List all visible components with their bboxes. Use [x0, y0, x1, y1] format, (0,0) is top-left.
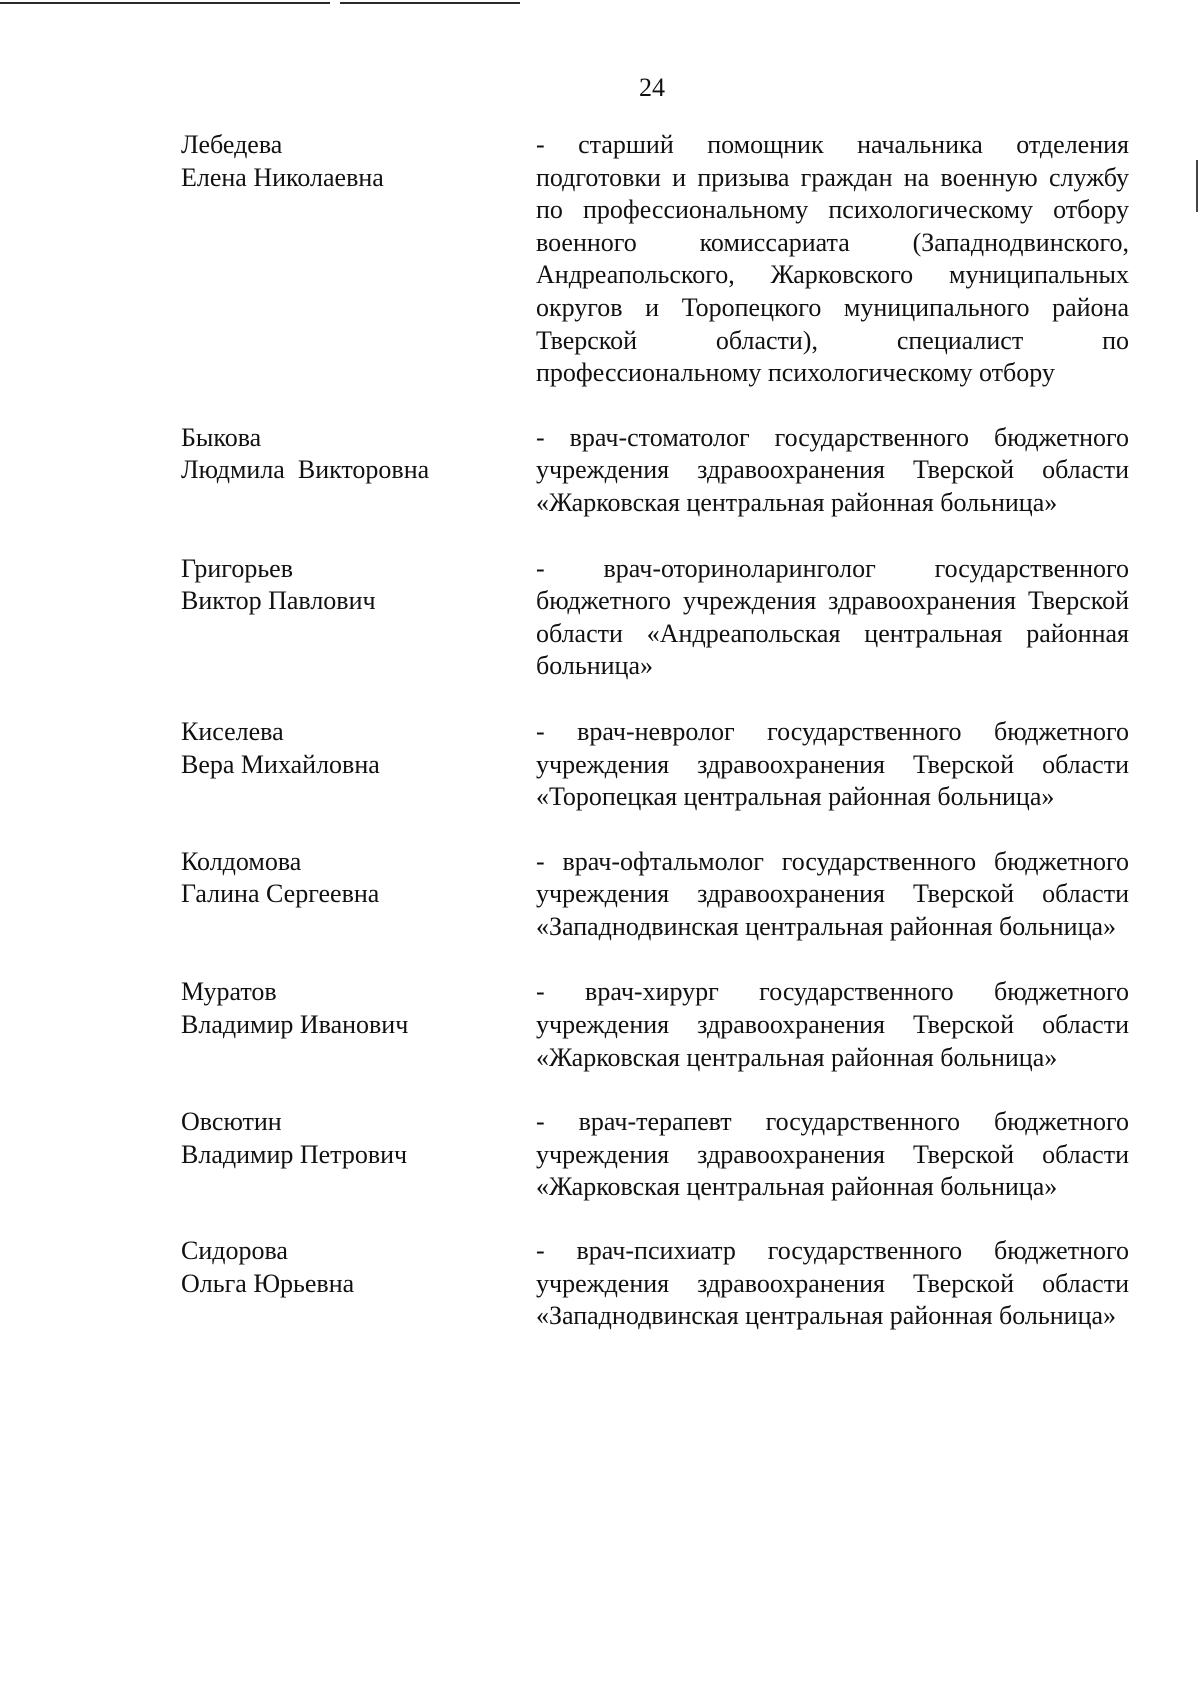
member-surname: Быкова — [181, 422, 262, 452]
member-entry — [181, 846, 1129, 944]
member-given-names: Ольга Юрьевна — [181, 1268, 355, 1298]
member-name — [181, 976, 536, 1041]
member-surname: Лебедева — [181, 130, 283, 159]
member-given-names: Виктор Павлович — [181, 586, 376, 616]
right-edge-scan-mark — [1196, 160, 1198, 212]
member-position: - врач-невролог государственного бюджетного учреждения здравоохранения Тверской области «Торопецкая центральная районная больница» — [536, 716, 1129, 812]
member-entry — [181, 976, 1129, 1074]
member-entry — [181, 1235, 1129, 1333]
member-entry — [181, 1106, 1129, 1204]
member-surname: Киселева — [181, 716, 284, 746]
member-surname: Григорьев — [181, 553, 293, 583]
member-position: - врач-стоматолог государственного бюджетного учреждения здравоохранения Тверской области «Жарковская центральная районная больница» — [536, 422, 1129, 517]
top-scan-rule — [0, 2, 330, 4]
member-position: - врач-оториноларинголог государственного бюджетного учреждения здравоохранения Тверской области «Андреапольская центральная районная больница» — [536, 553, 1129, 681]
member-name — [181, 553, 536, 618]
member-given-names: Людмила Викторовна — [181, 455, 430, 485]
member-name — [181, 129, 536, 194]
member-entry — [181, 129, 1129, 390]
member-given-names: Вера Михайловна — [181, 749, 380, 779]
member-position: - врач-хирург государственного бюджетного учреждения здравоохранения Тверской области «Жарковская центральная районная больница» — [536, 977, 1129, 1072]
member-name — [181, 1106, 536, 1171]
member-surname: Сидорова — [181, 1236, 288, 1266]
member-entry — [181, 553, 1129, 683]
member-surname: Овсютин — [181, 1107, 282, 1137]
commission-members-list — [181, 129, 1129, 1333]
member-position: - врач-психиатр государственного бюджетного учреждения здравоохранения Тверской области «Западнодвинская центральная районная больница» — [536, 1236, 1129, 1331]
member-given-names: Галина Сергеевна — [181, 879, 380, 909]
member-given-names: Елена Николаевна — [181, 162, 384, 192]
member-name — [181, 716, 536, 781]
member-entry — [181, 422, 1129, 520]
member-name — [181, 422, 536, 487]
member-position: - врач-офтальмолог государственного бюджетного учреждения здравоохранения Тверской области «Западнодвинская центральная районная больница» — [536, 846, 1129, 941]
member-surname: Муратов — [181, 977, 277, 1007]
member-position: - старший помощник начальника отделения подготовки и призыва граждан на военную службу по профессиональному психологическому отбору военного комиссариата (Западнодвинского, Андреапольского, Жарковского муниципальных округов и Торопецкого муниципального района Тверской области), специалист по профессиональному психологическому отбору — [536, 130, 1129, 388]
page-number: 24 — [639, 73, 665, 102]
member-given-names: Владимир Петрович — [181, 1139, 408, 1169]
member-position: - врач-терапевт государственного бюджетного учреждения здравоохранения Тверской области «Жарковская центральная районная больница» — [536, 1107, 1129, 1202]
member-name — [181, 846, 536, 911]
member-entry — [181, 716, 1129, 814]
top-scan-rule-secondary — [340, 2, 520, 4]
member-given-names: Владимир Иванович — [181, 1010, 409, 1040]
member-surname: Колдомова — [181, 846, 302, 876]
member-name — [181, 1235, 536, 1300]
